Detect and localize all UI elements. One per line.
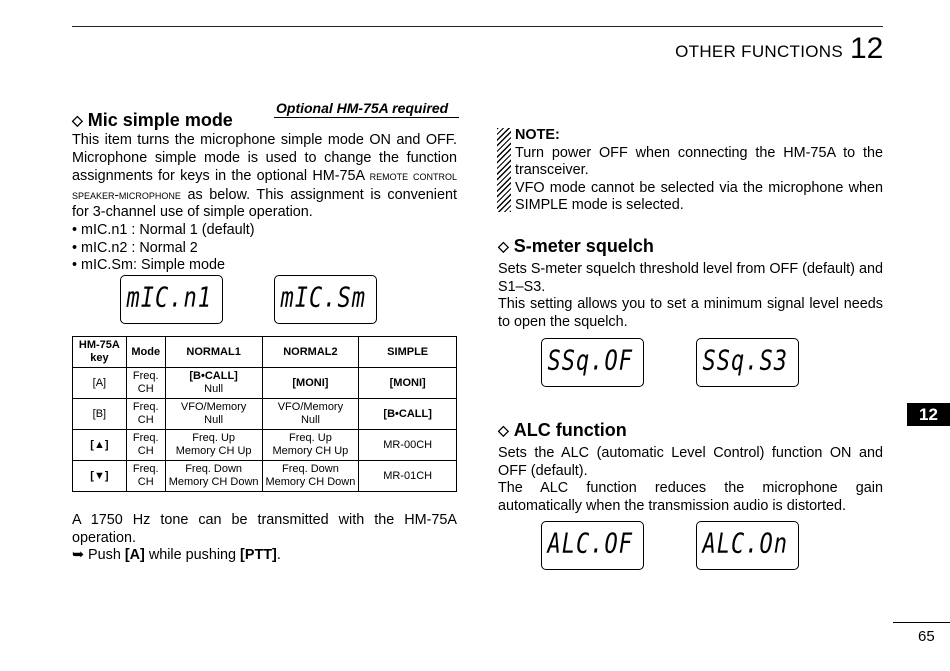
alc-section — [498, 419, 883, 515]
mode-list — [72, 222, 457, 275]
alc-description: Sets the ALC (automatic Level Control) function ON and OFF (default). — [498, 445, 883, 479]
key-assignment-table — [72, 336, 457, 492]
note-hatch-icon — [497, 128, 511, 212]
note-line: VFO mode cannot be selected via the microphone when SIMPLE mode is selected. — [515, 179, 883, 214]
list-item: • mIC.n2 : Normal 2 — [72, 239, 198, 256]
tone-instruction: ➥ Push [A] while pushing [PTT]. — [72, 547, 281, 564]
table-row: [▼] Freq. CH Freq. Down Memory CH Down Freq. Down Memory CH Down MR-01CH — [73, 461, 457, 492]
smeter-heading: ◇ S-meter squelch — [498, 236, 654, 256]
lcd-display: SSq.OF — [541, 338, 644, 387]
section-title: OTHER FUNCTIONS — [675, 42, 843, 61]
list-item: • mIC.n1 : Normal 1 (default) — [72, 221, 255, 238]
smeter-description: This setting allows you to set a minimum signal level needs to open the squelch. — [498, 296, 883, 330]
alc-heading: ◇ ALC function — [498, 420, 627, 440]
optional-label: Optional HM-75A required — [274, 100, 459, 118]
smeter-section — [498, 235, 883, 331]
lcd-display: ALC.OF — [541, 521, 644, 570]
chapter-number: 12 — [850, 32, 884, 65]
footer-rule — [893, 622, 950, 623]
note-box — [515, 127, 883, 215]
lcd-display: SSq.S3 — [696, 338, 799, 387]
page-number: 65 — [918, 628, 935, 645]
note-line: Turn power OFF when connecting the HM-75A to the transceiver. — [515, 144, 883, 179]
tone-section — [72, 512, 457, 565]
table-header-row: HM-75A key Mode NORMAL1 NORMAL2 SIMPLE — [73, 337, 457, 368]
smeter-description: Sets S-meter squelch threshold level from OFF (default) and S1–S3. — [498, 261, 883, 295]
table-row: [B] Freq. CH VFO/Memory Null VFO/Memory Null [B•CALL] — [73, 399, 457, 430]
mic-simple-description: This item turns the microphone simple mode ON and OFF. Microphone simple mode is used to change the function assignments for keys in the optional HM-75A remote control speaker-microphone as below. This assignment is convenient for 3-channel use of simple operation. — [72, 132, 457, 221]
chapter-tab: 12 — [907, 403, 950, 426]
alc-description: The ALC function reduces the microphone gain automatically when the transmission audio is distorted. — [498, 480, 883, 514]
header-rule — [72, 26, 883, 27]
mic-simple-section — [72, 100, 457, 275]
diamond-icon: ◇ — [498, 422, 509, 438]
tone-description: A 1750 Hz tone can be transmitted with the HM-75A operation. — [72, 512, 457, 546]
diamond-icon: ◇ — [72, 112, 83, 128]
list-item: • mIC.Sm: Simple mode — [72, 257, 225, 274]
mic-simple-heading: ◇ Mic simple mode — [72, 110, 233, 130]
table-row: [▲] Freq. CH Freq. Up Memory CH Up Freq. Up Memory CH Up MR-00CH — [73, 430, 457, 461]
note-label: NOTE: — [515, 127, 560, 143]
lcd-display: ALC.On — [696, 521, 799, 570]
lcd-display: mIC.n1 — [120, 275, 223, 324]
table-row: [A] Freq. CH [B•CALL] Null [MONI] [MONI] — [73, 368, 457, 399]
lcd-display: mIC.Sm — [274, 275, 377, 324]
diamond-icon: ◇ — [498, 238, 509, 254]
